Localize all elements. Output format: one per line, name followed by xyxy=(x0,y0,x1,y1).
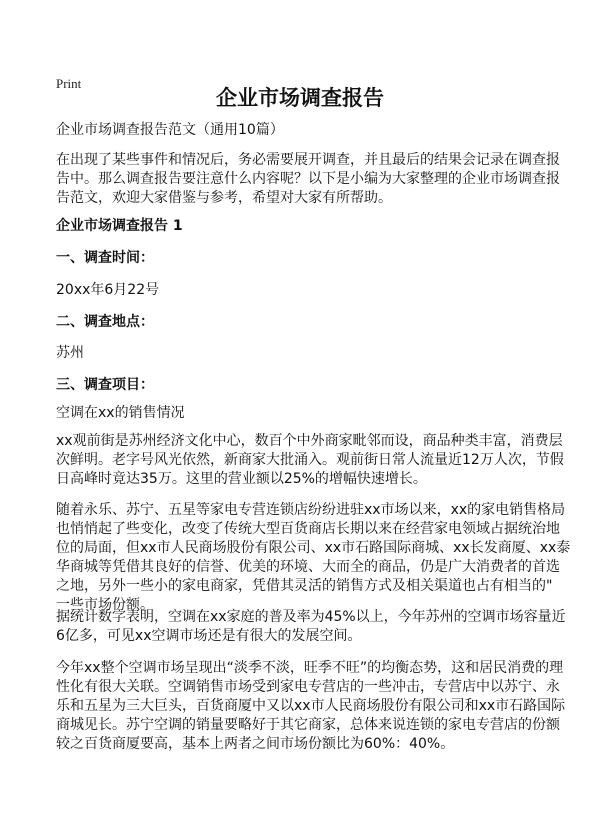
section-title: 企业市场调查报告 1 xyxy=(56,218,183,234)
text-line: 次鲜明。老字号风光依然，新商家大批涌入。观前街日常人流量近12万人次，节假 xyxy=(56,452,564,468)
intro-paragraph xyxy=(56,151,560,208)
heading-item: 三、调查项目： xyxy=(56,377,154,393)
text-line: 据统计数字表明，空调在xx家庭的普及率为45%以上，今年苏州的空调市场容量近 xyxy=(56,609,566,625)
text-line: 也悄悄起了些变化，改变了传统大型百货商店长期以来在经营家电领域占据统治地 xyxy=(56,521,560,537)
text-line: 商城见长。苏宁空调的销量要略好于其它商家，总体来说连锁的家电专营店的份额 xyxy=(56,717,560,733)
print-label: Print xyxy=(56,76,82,91)
survey-place: 苏州 xyxy=(56,345,84,361)
text-line: 告范文，欢迎大家借鉴与参考，希望对大家有所帮助。 xyxy=(56,190,392,206)
paragraph-4 xyxy=(56,659,566,754)
text-line: 华商城等凭借其良好的信誉、优美的环境、大而全的商品，仍是广大消费者的首选 xyxy=(56,559,560,575)
text-line: 一些市场份额。 xyxy=(56,597,154,613)
document-subtitle: 企业市场调查报告范文（通用10篇） xyxy=(56,122,284,138)
survey-item: 空调在xx的销售情况 xyxy=(56,405,185,421)
text-line: 告中。那么调查报告要注意什么内容呢？以下是小编为大家整理的企业市场调查报 xyxy=(56,171,560,187)
document-title: 企业市场调查报告 xyxy=(216,86,384,110)
text-line: 日高峰时竟达35万。这里的营业额以25%的增幅快速增长。 xyxy=(56,471,427,487)
paragraph-3 xyxy=(56,608,566,646)
text-line: 性化有很大关联。空调销售市场受到家电专营店的一些冲击，专营店中以苏宁、永 xyxy=(56,679,560,695)
text-line: xx观前街是苏州经济文化中心，数百个中外商家毗邻而设，商品种类丰富，消费层 xyxy=(56,433,563,449)
text-line: 在出现了某些事件和情况后，务必需要展开调查，并且最后的结果会记录在调查报 xyxy=(56,152,560,168)
text-line: 之地，另外一些小的家电商家，凭借其灵活的销售方式及相关渠道也占有相当的" xyxy=(56,578,553,594)
text-line: 6亿多，可见xx空调市场还是有很大的发展空间。 xyxy=(56,628,362,644)
heading-time: 一、调查时间： xyxy=(56,250,154,266)
text-line: 较之百货商厦要高，基本上两者之间市场份额比为60%：40%。 xyxy=(56,736,455,752)
paragraph-1 xyxy=(56,432,564,489)
paragraph-2 xyxy=(56,501,571,615)
heading-place: 二、调查地点： xyxy=(56,314,154,330)
survey-date: 20xx年6月22号 xyxy=(56,282,160,298)
text-line: 随着永乐、苏宁、五星等家电专营连锁店纷纷进驻xx市场以来，xx的家电销售格局 xyxy=(56,502,566,518)
text-line: 乐和五星为三大巨头，百货商厦中又以xx市人民商场股份有限公司和xx市石路国际 xyxy=(56,698,566,714)
text-line: 今年xx整个空调市场呈现出“淡季不淡，旺季不旺”的均衡态势，这和居民消费的理 xyxy=(56,660,564,676)
text-line: 位的局面，但xx市人民商场股份有限公司、xx市石路国际商城、xx长发商厦、xx泰 xyxy=(56,540,571,556)
